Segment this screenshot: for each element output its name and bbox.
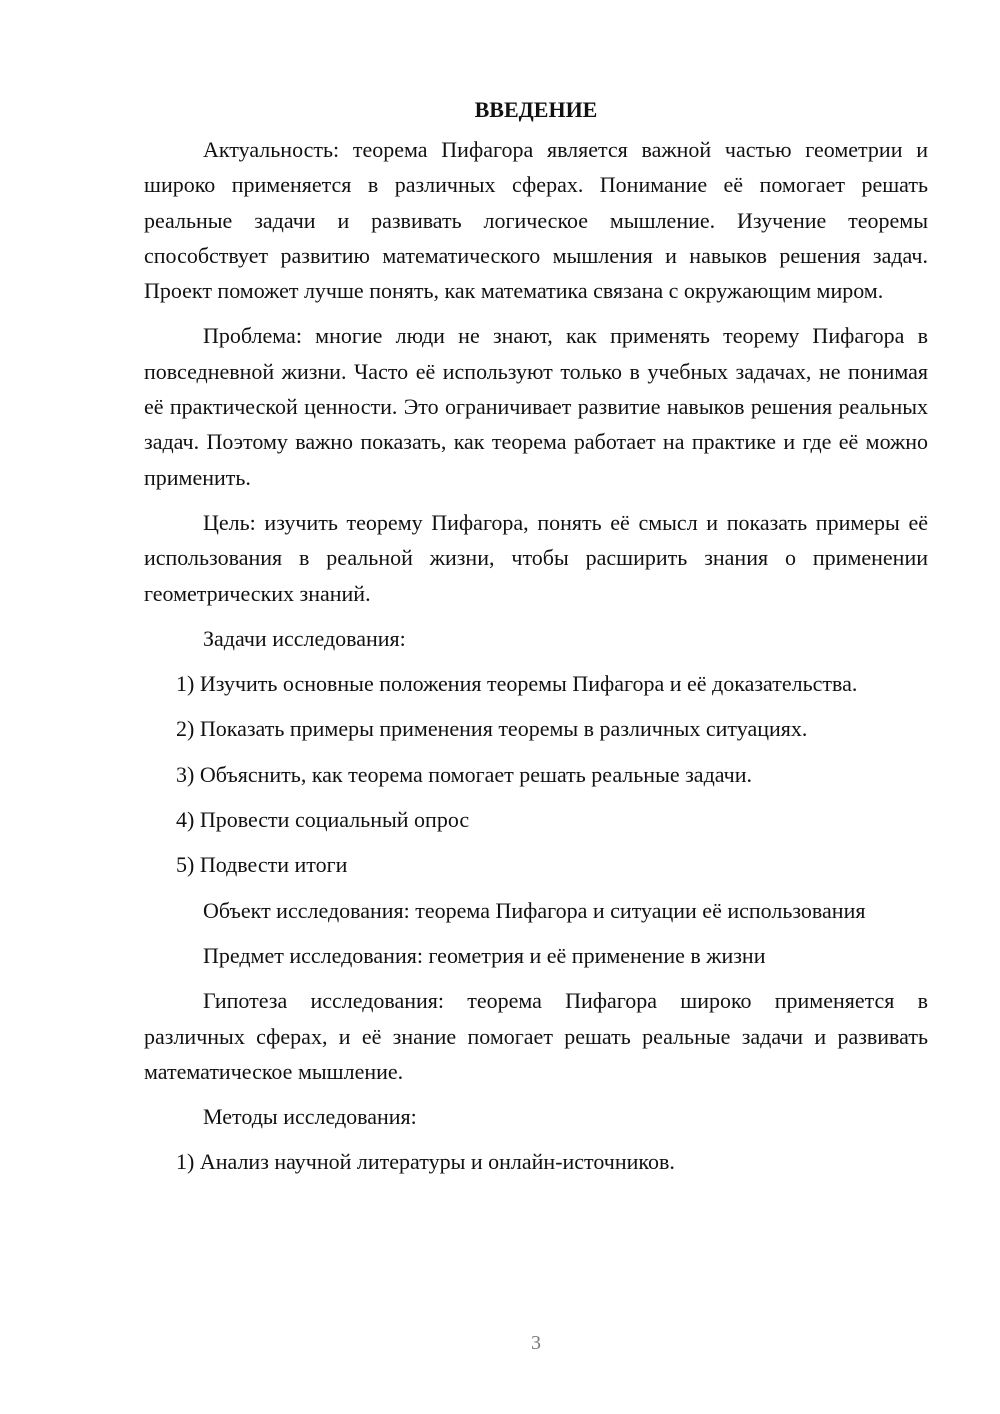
method-item-1: 1) Анализ научной литературы и онлайн-источников.: [176, 1149, 675, 1175]
page-number: 3: [531, 1332, 541, 1354]
hypothesis-paragraph: Гипотеза исследования: теорема Пифагора широко применяется в различных сферах, и её знание помогает решать реальные задачи и развивать математическое мышление.: [144, 988, 928, 1084]
methods-heading: Методы исследования:: [203, 1104, 417, 1130]
page-content: [144, 92, 928, 1190]
problem-paragraph: Проблема: многие люди не знают, как применять теорему Пифагора в повседневной жизни. Часто её используют только в учебных задачах, не понимая её практической ценности. Это ограничивает развитие навыков решения реальных задач. Поэтому важно показать, как теорема работает на практике и где её можно применить.: [144, 323, 928, 490]
relevance-paragraph: Актуальность: теорема Пифагора является важной частью геометрии и широко применяется в различных сферах. Понимание её помогает решать реальные задачи и развивать логическое мышление. Изучение теоремы способствует развитию математического мышления и навыков решения задач. Проект поможет лучше понять, как математика связана с окружающим миром.: [144, 137, 928, 304]
task-item-2: 2) Показать примеры применения теоремы в различных ситуациях.: [176, 716, 808, 742]
task-item-5: 5) Подвести итоги: [176, 852, 348, 878]
subject-paragraph: Предмет исследования: геометрия и её применение в жизни: [203, 942, 766, 968]
tasks-heading: Задачи исследования:: [203, 625, 406, 651]
section-title: ВВЕДЕНИЕ: [474, 97, 598, 122]
task-item-4: 4) Провести социальный опрос: [176, 807, 470, 833]
task-item-1: 1) Изучить основные положения теоремы Пифагора и её доказательства.: [176, 671, 858, 697]
task-item-3: 3) Объяснить, как теорема помогает решать реальные задачи.: [176, 761, 752, 787]
object-paragraph: Объект исследования: теорема Пифагора и ситуации её использования: [203, 897, 866, 923]
goal-paragraph: Цель: изучить теорему Пифагора, понять её смысл и показать примеры её использования в реальной жизни, чтобы расширить знания о применении геометрических знаний.: [144, 509, 928, 606]
